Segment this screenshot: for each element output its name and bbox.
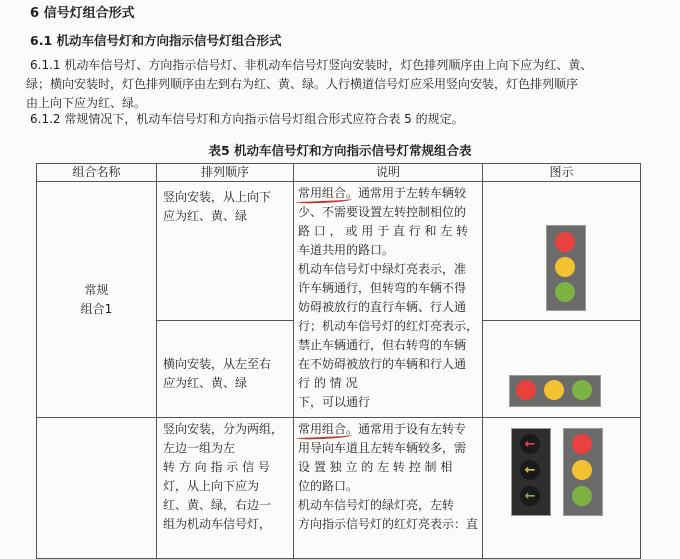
desc-line: 用导向车道且左转车辆较多，需	[298, 441, 467, 455]
illustration-vertical	[483, 182, 641, 321]
group2-description	[294, 418, 483, 559]
left-arrow-icon: ←	[520, 434, 540, 454]
green-light-icon	[555, 282, 575, 302]
desc-line: 方向指示信号灯的红灯亮表示：直	[298, 517, 479, 531]
desc-line: 路 口 ， 或 用 于 直 行 和 左 转	[298, 224, 469, 238]
desc-line: 设 置 独 立 的 左 转 控 制 相	[298, 460, 453, 474]
red-light-icon	[555, 232, 575, 252]
order-line: 灯，从上向下应为	[163, 479, 260, 493]
row3-order	[157, 418, 294, 559]
red-light-icon	[516, 380, 536, 400]
desc-line: 机动车信号灯中绿灯亮表示，准	[298, 262, 467, 276]
left-arrow-icon: ←	[520, 460, 540, 480]
highlight-common-combo: 常用组合	[298, 422, 347, 436]
desc-line: 少、不需要设置左转控制相位的	[298, 205, 467, 219]
desc-line: 行 的 情 况	[298, 376, 358, 390]
row1-order	[157, 182, 294, 321]
red-light-icon	[572, 434, 592, 454]
paragraph-line: 绿；横向安装时，灯色排列顺序由左到右为红、黄、绿。人行横道信号灯应采用竖向安装，灯色排列顺序	[26, 77, 579, 91]
green-light-icon	[572, 486, 592, 506]
group2-name	[37, 418, 157, 559]
desc-line: 下，可以通行	[298, 395, 371, 409]
highlight-common-combo: 常用组合	[298, 186, 347, 200]
group1-name-line: 组合1	[80, 301, 113, 316]
desc-text: 。通常用于左转车辆较	[346, 186, 467, 200]
yellow-light-icon	[544, 380, 564, 400]
header-combo-name: 组合名称	[37, 164, 157, 182]
row2-order	[157, 321, 294, 418]
header-illustration: 图示	[483, 164, 641, 182]
group1-name-line: 常规	[84, 282, 109, 297]
order-line: 竖向安装，从上向下	[163, 190, 272, 204]
green-light-icon	[572, 380, 592, 400]
paragraph-line: 6.1.1 机动车信号灯、方向指示信号灯、非机动车信号灯竖向安装时，灯色排列顺序由上向下应为红、黄、	[30, 58, 593, 72]
desc-line: 妨碍被放行的直行车辆、行人通	[298, 300, 467, 314]
paragraph-line: 由上向下应为红、绿。	[26, 96, 147, 110]
illustration-horizontal	[483, 321, 641, 418]
order-line: 竖向安装，分为两组，	[163, 422, 284, 436]
group1-description	[294, 182, 483, 418]
yellow-light-icon	[555, 257, 575, 277]
left-arrow-icon: ←	[520, 486, 540, 506]
table-row	[37, 418, 641, 559]
table-header-row	[37, 164, 641, 182]
desc-line: 行；机动车信号灯的红灯亮表示，	[298, 319, 479, 333]
section-heading: 6 信号灯组合形式	[30, 6, 135, 21]
order-line: 应为红、黄、绿	[163, 209, 248, 223]
header-description: 说明	[294, 164, 483, 182]
table-caption: 表5 机动车信号灯和方向指示信号灯常规组合表	[208, 143, 472, 158]
paragraph-6-1-2: 6.1.2 常规情况下，机动车信号灯和方向指示信号灯组合形式应符合表 5 的规定。	[30, 112, 464, 126]
order-line: 转 方 向 指 示 信 号	[163, 460, 270, 474]
group1-name	[37, 182, 157, 418]
order-line: 应为红、黄、绿	[163, 376, 248, 390]
yellow-light-icon	[572, 460, 592, 480]
illustration-two-groups	[483, 418, 641, 559]
order-line: 横向安装，从左至右	[163, 357, 272, 371]
desc-line: 位的路口。	[298, 479, 359, 493]
header-order: 排列顺序	[157, 164, 294, 182]
order-line: 组为机动车信号灯，	[163, 517, 272, 531]
order-line: 红、黄、绿，右边一	[163, 498, 272, 512]
desc-line: 车道共用的路口。	[298, 243, 395, 257]
combination-table	[36, 163, 641, 559]
order-line: 左边一组为左	[163, 441, 236, 455]
paragraph-6-1-1	[26, 56, 593, 113]
table-row	[37, 182, 641, 321]
desc-line: 机动车信号灯的绿灯亮，左转	[298, 498, 455, 512]
desc-text: 。通常用于设有左转专	[346, 422, 467, 436]
desc-line: 禁止车辆通行，但右转弯的车辆	[298, 338, 467, 352]
desc-line: 许车辆通行，但转弯的车辆不得	[298, 281, 467, 295]
subsection-heading: 6.1 机动车信号灯和方向指示信号灯组合形式	[30, 33, 282, 48]
desc-line: 在不妨碍被放行的车辆和行人通	[298, 357, 467, 371]
